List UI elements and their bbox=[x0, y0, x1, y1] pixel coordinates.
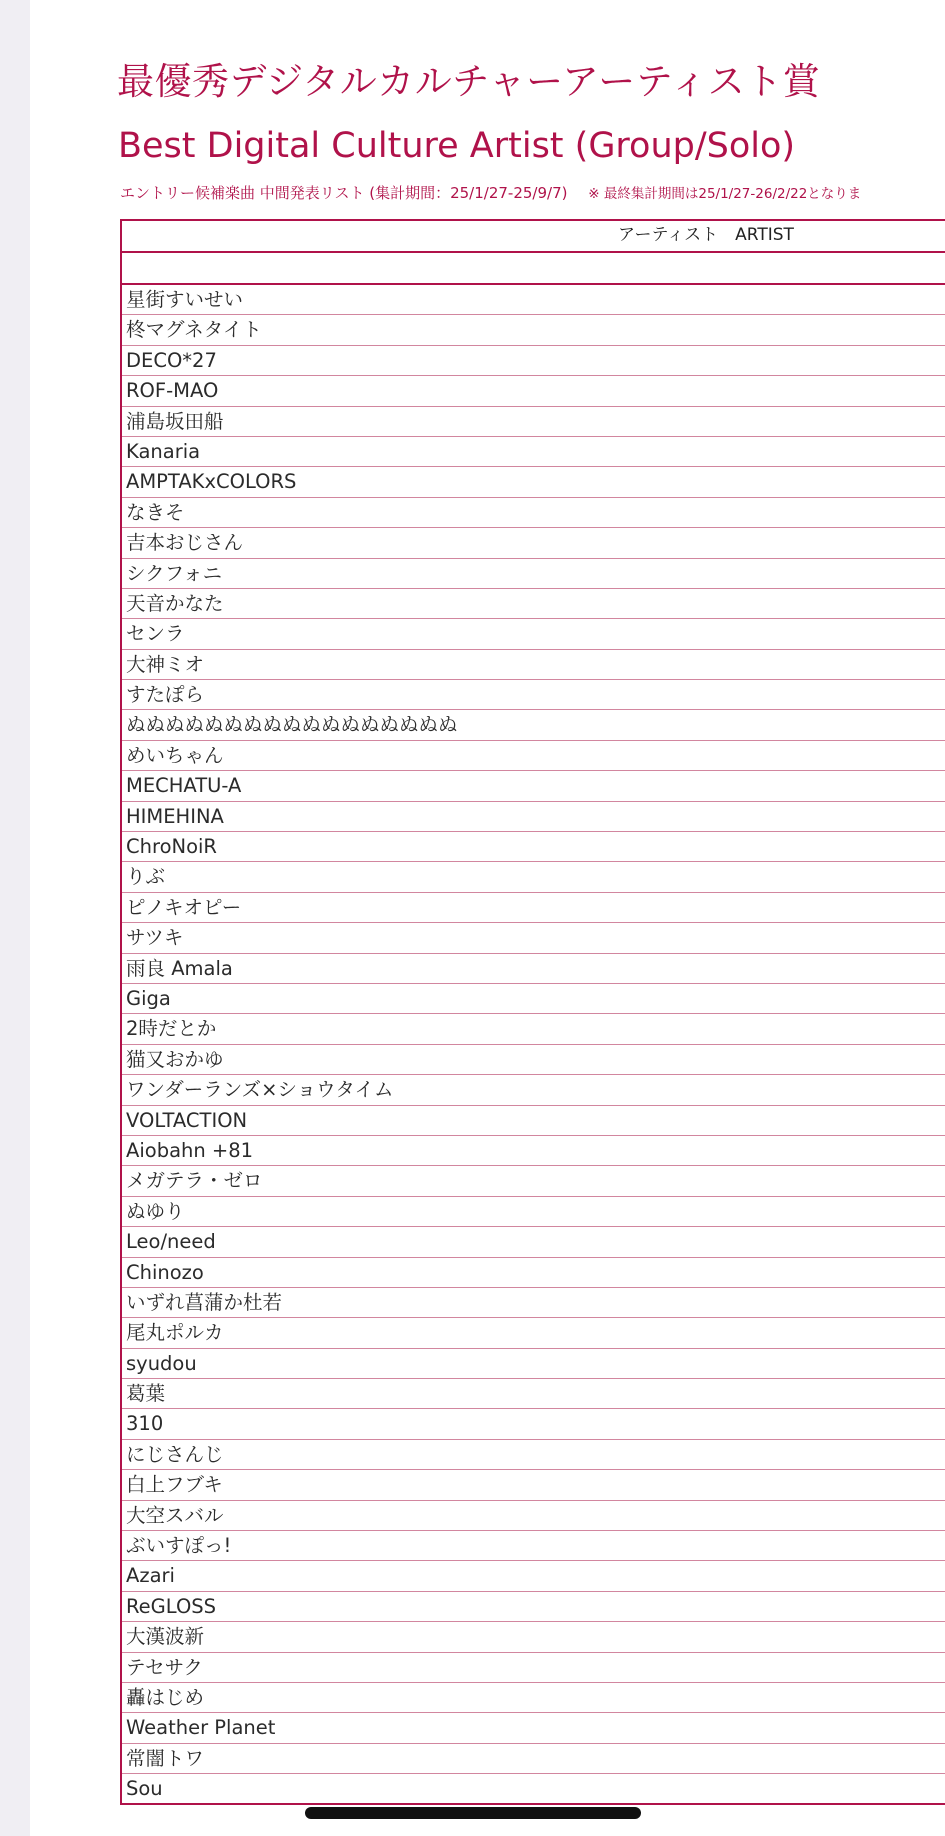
artist-list bbox=[120, 283, 945, 1805]
artist-row: ピノキオピー bbox=[122, 893, 945, 923]
artist-row: ぶいすぽっ! bbox=[122, 1531, 945, 1561]
artist-row: なきそ bbox=[122, 498, 945, 528]
artist-row: Kanaria bbox=[122, 437, 945, 467]
page-title-japanese: 最優秀デジタルカルチャーアーティスト賞 bbox=[117, 60, 821, 103]
artist-row: すたぽら bbox=[122, 680, 945, 710]
artist-row: MECHATU-A bbox=[122, 771, 945, 801]
subtitle bbox=[120, 183, 861, 204]
artist-row: 吉本おじさん bbox=[122, 528, 945, 558]
artist-row: AMPTAKxCOLORS bbox=[122, 467, 945, 497]
artist-row: DECO*27 bbox=[122, 346, 945, 376]
artist-row: 天音かなた bbox=[122, 589, 945, 619]
artist-row: 轟はじめ bbox=[122, 1683, 945, 1713]
artist-row: ぬぬぬぬぬぬぬぬぬぬぬぬぬぬぬぬぬ bbox=[122, 710, 945, 740]
artist-row: Aiobahn +81 bbox=[122, 1136, 945, 1166]
artist-row: にじさんじ bbox=[122, 1440, 945, 1470]
artist-row: 星街すいせい bbox=[122, 285, 945, 315]
artist-row: Weather Planet bbox=[122, 1713, 945, 1743]
table-divider bbox=[120, 253, 122, 285]
artist-row: めいちゃん bbox=[122, 741, 945, 771]
artist-row: いずれ菖蒲か杜若 bbox=[122, 1288, 945, 1318]
artist-row: サツキ bbox=[122, 923, 945, 953]
artist-row: VOLTACTION bbox=[122, 1106, 945, 1136]
home-indicator[interactable] bbox=[305, 1807, 641, 1819]
document-page bbox=[30, 0, 945, 1836]
artist-row: 白上フブキ bbox=[122, 1470, 945, 1500]
artist-row: 猫又おかゆ bbox=[122, 1045, 945, 1075]
artist-row: Chinozo bbox=[122, 1258, 945, 1288]
subtitle-note: ※ 最終集計期間は25/1/27-26/2/22となりま bbox=[588, 186, 862, 202]
artist-row: シクフォニ bbox=[122, 559, 945, 589]
artist-row: 大漢波新 bbox=[122, 1622, 945, 1652]
artist-row: 浦島坂田船 bbox=[122, 407, 945, 437]
artist-row: りぶ bbox=[122, 862, 945, 892]
table-header-label: アーティスト ARTIST bbox=[618, 225, 794, 245]
artist-row: ワンダーランズ×ショウタイム bbox=[122, 1075, 945, 1105]
subtitle-period: エントリー候補楽曲 中間発表リスト (集計期間：25/1/27-25/9/7) bbox=[120, 184, 568, 202]
artist-row: Sou bbox=[122, 1774, 945, 1804]
artist-row: HIMEHINA bbox=[122, 802, 945, 832]
artist-row: テセサク bbox=[122, 1653, 945, 1683]
artist-row: Azari bbox=[122, 1561, 945, 1591]
artist-row: 2時だとか bbox=[122, 1014, 945, 1044]
artist-row: 柊マグネタイト bbox=[122, 315, 945, 345]
artist-row: 葛葉 bbox=[122, 1379, 945, 1409]
artist-row: Leo/need bbox=[122, 1227, 945, 1257]
artist-row: センラ bbox=[122, 619, 945, 649]
artist-row: 雨良 Amala bbox=[122, 954, 945, 984]
artist-row: 尾丸ポルカ bbox=[122, 1318, 945, 1348]
artist-row: 310 bbox=[122, 1409, 945, 1439]
table-header bbox=[120, 219, 945, 253]
artist-row: ROF-MAO bbox=[122, 376, 945, 406]
page-title-english: Best Digital Culture Artist (Group/Solo) bbox=[118, 126, 796, 166]
artist-row: Giga bbox=[122, 984, 945, 1014]
artist-row: ぬゆり bbox=[122, 1197, 945, 1227]
artist-row: ChroNoiR bbox=[122, 832, 945, 862]
artist-row: syudou bbox=[122, 1349, 945, 1379]
artist-row: 常闇トワ bbox=[122, 1744, 945, 1774]
artist-row: メガテラ・ゼロ bbox=[122, 1166, 945, 1196]
artist-row: 大空スバル bbox=[122, 1501, 945, 1531]
artist-row: ReGLOSS bbox=[122, 1592, 945, 1622]
artist-row: 大神ミオ bbox=[122, 650, 945, 680]
